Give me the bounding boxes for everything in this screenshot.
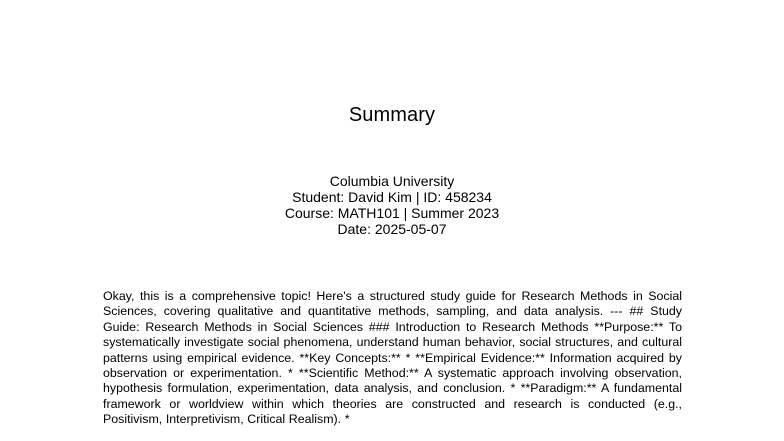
date-line: Date: 2025-05-07 bbox=[337, 221, 447, 237]
institution-line: Columbia University bbox=[329, 173, 455, 189]
document-meta bbox=[0, 173, 784, 237]
document-title: Summary bbox=[348, 104, 436, 126]
course-line: Course: MATH101 | Summer 2023 bbox=[284, 205, 500, 221]
student-line: Student: David Kim | ID: 458234 bbox=[292, 189, 492, 205]
summary-body-text: Okay, this is a comprehensive topic! Here's a structured study guide for Research Methods in Social Sciences, covering qualitative and quantitative methods, sampling, and data analysis. --- ## Study Guide: Research Methods in Social Sciences ### Introduction to Research Methods **Purpose:** To systematically investigate social phenomena, understand human behavior, social structures, and cultural patterns using empirical evidence. **Key Concepts:** * **Empirical Evidence:** Information acquired by observation or experimentation. * **Scientific Method:** A systematic approach involving observation, hypothesis formulation, experimentation, data analysis, and conclusion. * **Paradigm:** A fundamental framework or worldview within which theories are constructed and research is conducted (e.g., Positivism, Interpretivism, Critical Realism). * bbox=[103, 289, 682, 427]
